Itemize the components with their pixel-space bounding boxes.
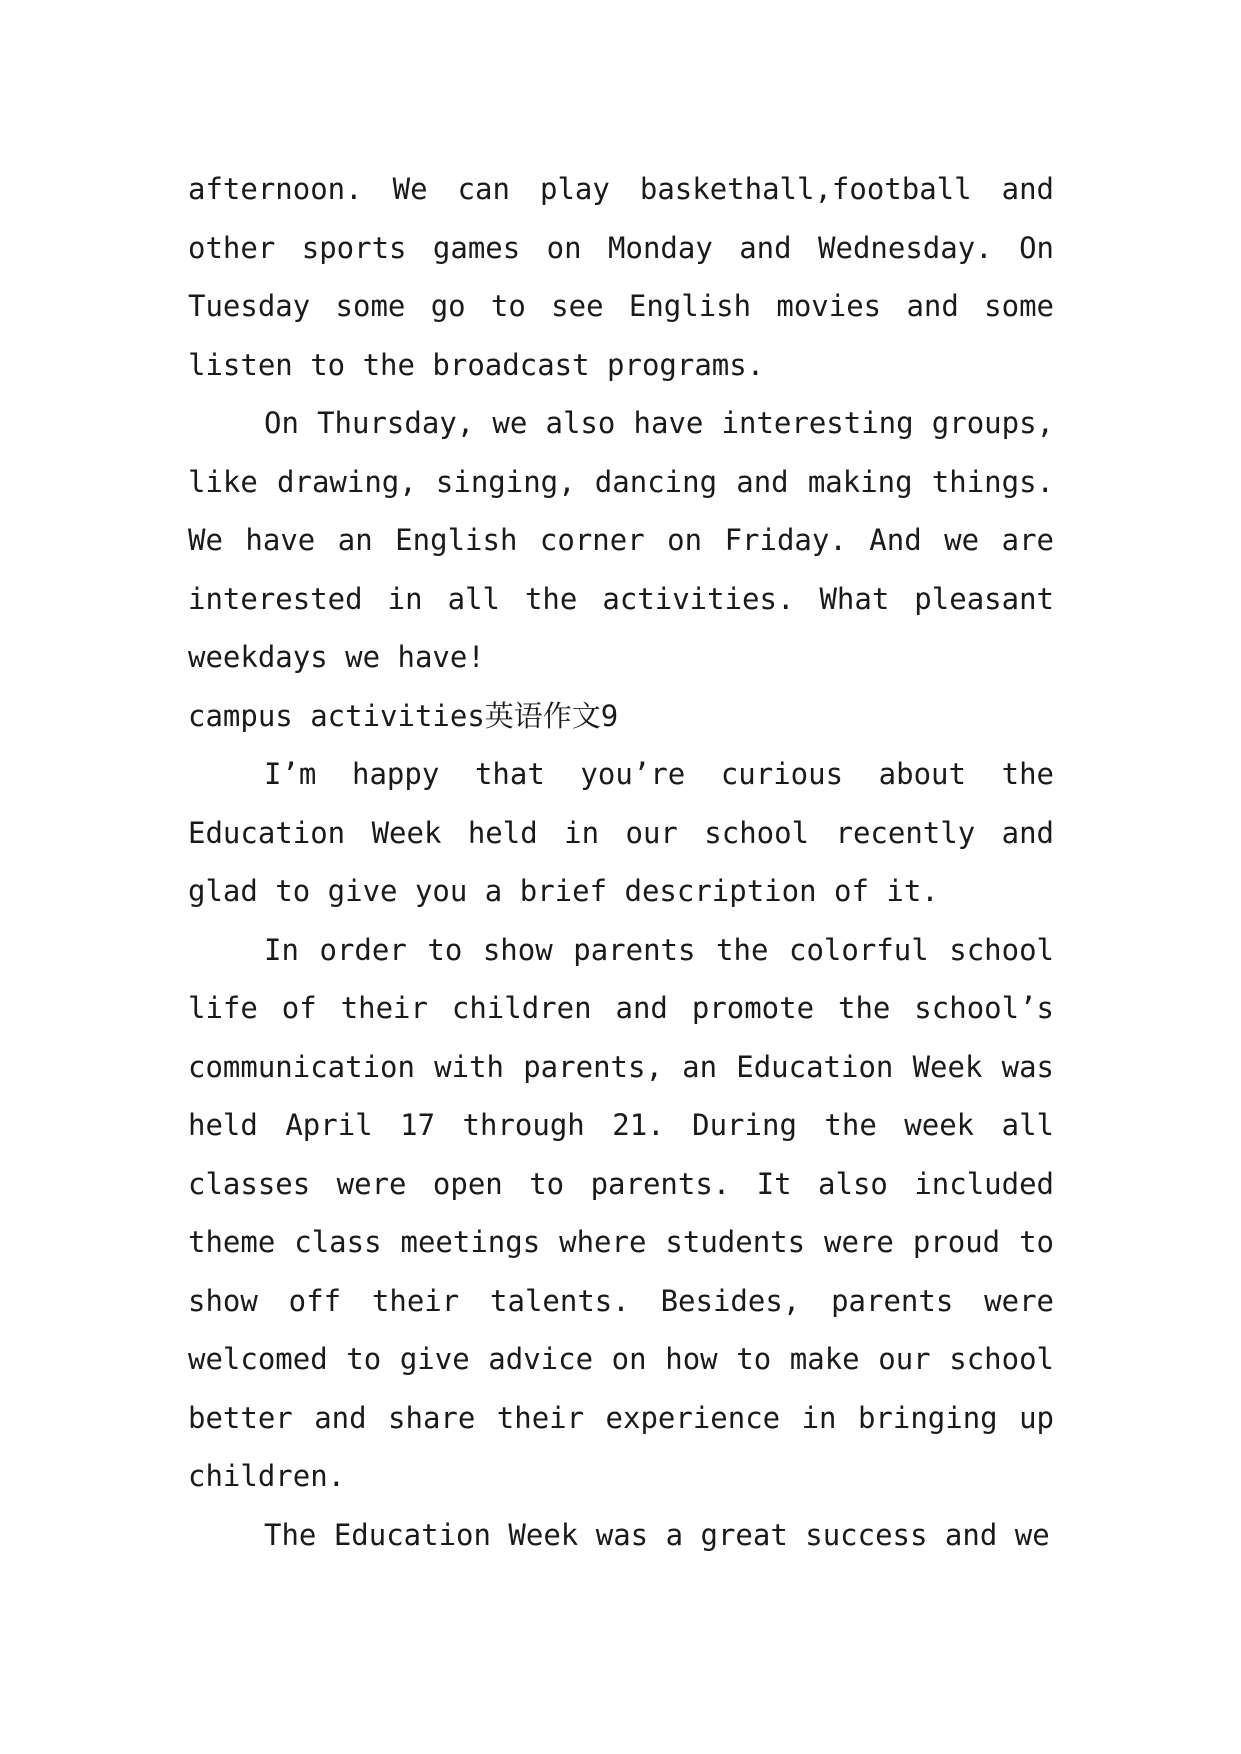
paragraph-afternoon-sports: afternoon. We can play baskethall,football and other sports games on Monday and Wednesday. On Tuesday some go to see English movies and some listen to the broadcast programs. (188, 172, 1054, 382)
paragraph-thursday-groups: On Thursday, we also have interesting groups, like drawing, singing, dancing and making things. We have an English corner on Friday. And we are interested in all the activities. What pleasant weekdays we have! (188, 406, 1054, 674)
paragraph-education-week-success: The Education Week was a great success and we (264, 1517, 1050, 1552)
document-body (188, 160, 1054, 1564)
paragraph-education-week-intro: I’m happy that you’re curious about the Education Week held in our school recently and glad to give you a brief description of it. (188, 757, 1054, 908)
paragraph-education-week-details: In order to show parents the colorful school life of their children and promote the school’s communication with parents, an Education Week was held April 17 through 21. During the week all classes were open to parents. It also included theme class meetings where students were proud to show off their talents. Besides, parents were welcomed to give advice on how to make our school better and share their experience in bringing up children. (188, 932, 1054, 1493)
section-heading: campus activities英语作文9 (188, 698, 619, 733)
